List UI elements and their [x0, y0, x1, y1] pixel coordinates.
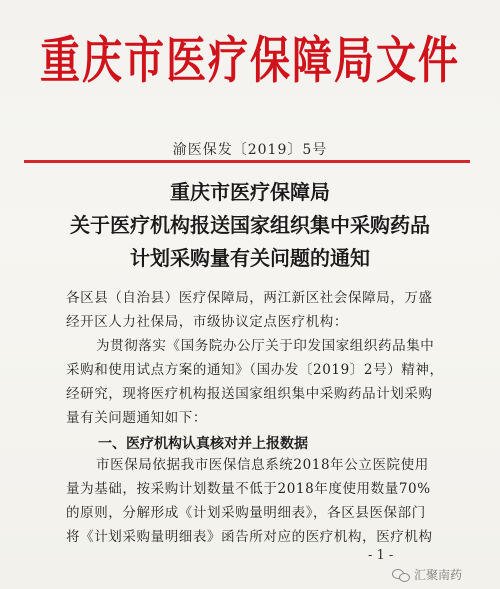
notice-title-line-2: 关于医疗机构报送国家组织集中采购药品 [70, 213, 430, 237]
addressee-line-1: 各区县（自治县）医疗保障局，两江新区社会保障局，万盛 [66, 290, 433, 306]
watermark-text: 汇聚南药 [414, 568, 463, 582]
paragraph-1-line-2: 采购和使用试点方案的通知》（国办发〔2019〕2号）精神， [66, 362, 444, 378]
notice-title-line-3: 计划采购量有关问题的通知 [130, 246, 370, 270]
paragraph-2-line-1: 市医保局依据我市医保信息系统2018年公立医院使用 [96, 457, 429, 473]
paragraph-1-line-4: 量有关问题通知如下： [66, 410, 207, 426]
paragraph-2-line-2: 量为基础，按采购计划数量不低于2018年度使用数量70% [66, 481, 431, 497]
addressee-line-2: 经开区人力社保局，市级协议定点医疗机构： [66, 314, 348, 330]
paragraph-2-line-3: 的原则，分解形成《计划采购量明细表》，各区县医保部门 [66, 505, 426, 521]
notice-title-issuer: 重庆市医疗保障局 [170, 180, 330, 204]
wechat-icon [392, 568, 410, 582]
page-number: - 1 - [368, 548, 394, 563]
section-1-heading: 一、医疗机构认真核对并上报数据 [98, 436, 308, 452]
paragraph-2-line-4: 将《计划采购量明细表》函告所对应的医疗机构，医疗机构 [66, 529, 433, 545]
source-watermark [392, 566, 462, 583]
paragraph-1-line-1: 为贯彻落实《国务院办公厅关于印发国家组织药品集中 [96, 338, 435, 354]
red-divider-rule [24, 160, 470, 163]
letterhead-title: 重庆市医疗保障局文件 [40, 32, 460, 90]
paragraph-1-line-3: 经研究，现将医疗机构报送国家组织集中采购药品计划采购 [66, 386, 433, 402]
document-number: 渝医保发〔2019〕5号 [172, 142, 328, 158]
